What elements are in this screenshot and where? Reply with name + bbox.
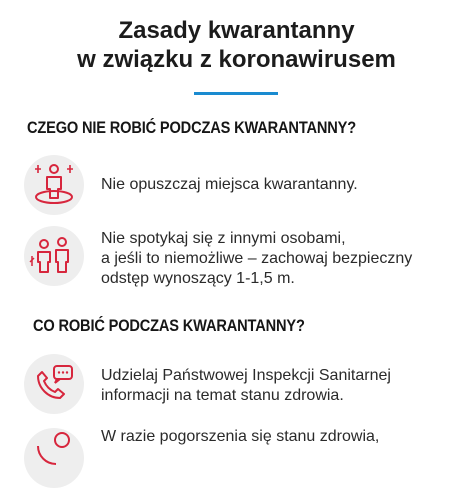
item-text-4-line-1: W razie pogorszenia się stanu zdrowia, — [101, 428, 380, 445]
item-text-2-line-1: Nie spotykaj się z innymi osobami, — [101, 230, 346, 247]
item-text-1 — [101, 175, 358, 195]
title-divider — [194, 92, 278, 95]
phone-chat-icon — [24, 354, 84, 414]
item-text-3 — [101, 366, 391, 406]
item-text-3-line-1: Udzielaj Państwowej Inspekcji Sanitarnej — [101, 367, 391, 384]
person-in-zone-icon — [24, 155, 84, 215]
item-text-4 — [101, 427, 379, 447]
item-text-1-line-1: Nie opuszczaj miejsca kwarantanny. — [101, 176, 358, 193]
title-line-2: w związku z koronawirusem — [77, 46, 396, 73]
item-text-2 — [101, 229, 412, 289]
title-line-1: Zasady kwarantanny — [118, 17, 355, 44]
people-distance-icon — [24, 226, 84, 286]
item-text-2-line-2: a jeśli to niemożliwe – zachowaj bezpieczny — [101, 250, 413, 267]
item-text-2-line-3: odstęp wynoszący 1-1,5 m. — [101, 270, 295, 287]
phone-alert-icon — [24, 428, 84, 488]
section-heading-dont: CZEGO NIE ROBIĆ PODCZAS KWARANTANNY? — [27, 118, 356, 137]
section-heading-do: CO ROBIĆ PODCZAS KWARANTANNY? — [33, 316, 305, 335]
item-text-3-line-2: informacji na temat stanu zdrowia. — [101, 387, 344, 404]
